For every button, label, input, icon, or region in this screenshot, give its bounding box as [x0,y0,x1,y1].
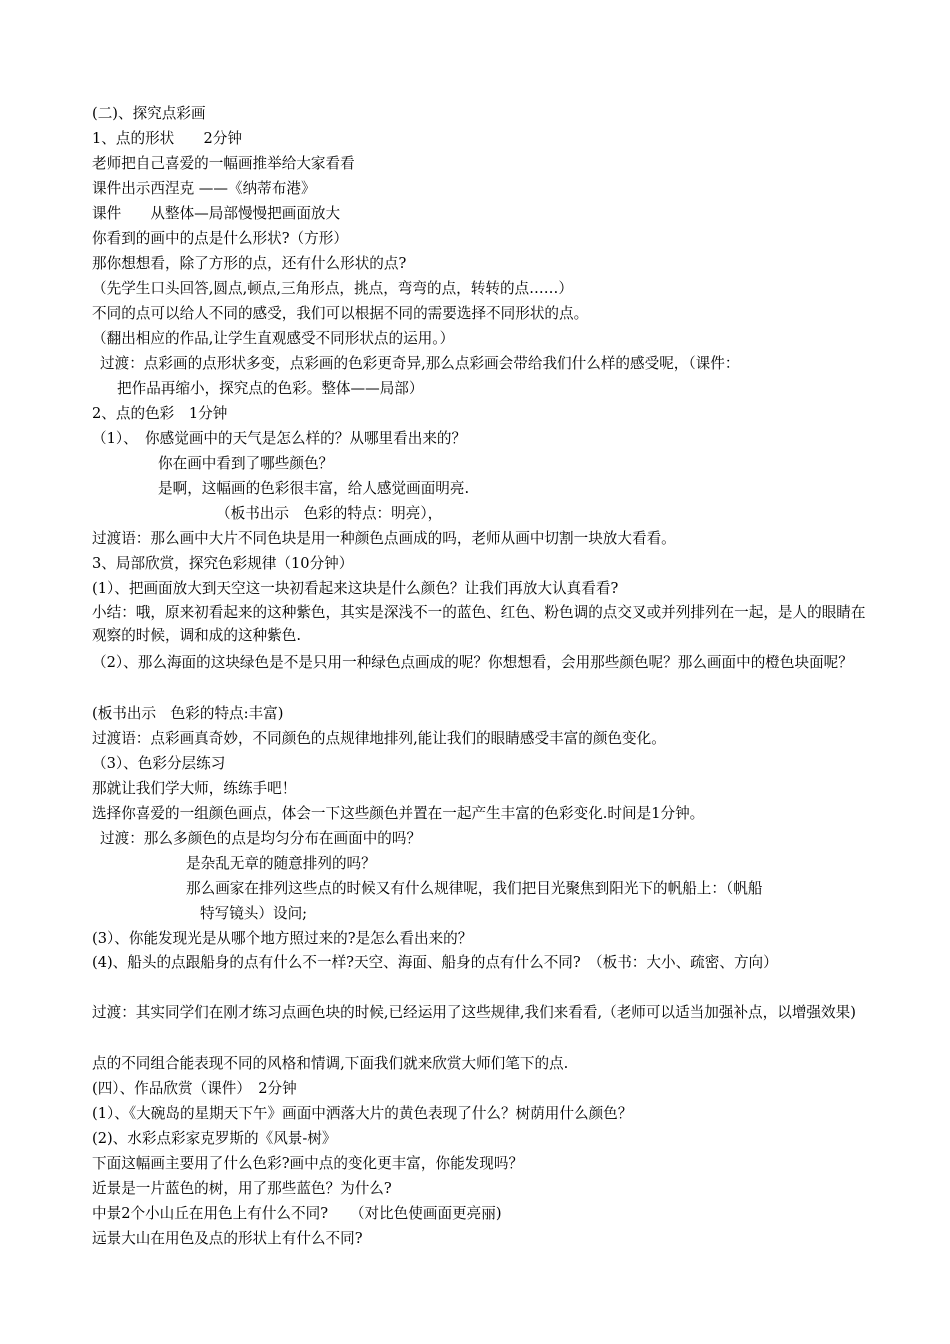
text-line: 老师把自己喜爱的一幅画推举给大家看看 [92,155,355,172]
text-line: 选择你喜爱的一组颜色画点，体会一下这些颜色并置在一起产生丰富的色彩变化.时间是1分钟。 [92,805,705,822]
text-line: 课件出示西涅克 ——《纳蒂布港》 [92,180,316,197]
text-line: 近景是一片蓝色的树，用了那些蓝色？为什么? [92,1180,392,1197]
text-line: 远景大山在用色及点的形状上有什么不同? [92,1230,363,1247]
subsection-heading: 3、局部欣赏，探究色彩规律（10分钟） [92,555,354,572]
text-line: 不同的点可以给人不同的感受，我们可以根据不同的需要选择不同形状的点。 [92,305,589,322]
text-paragraph: (4)、船头的点跟船身的点有什么不一样?天空、海面、船身的点有什么不同? （板书：大小、疏密、方向） [92,954,778,971]
text-paragraph: 小结：哦，原来初看起来的这种紫色，其实是深浅不一的蓝色、红色、粉色调的点交叉或并列排列在一起，是人的眼睛在观察的时候，调和成的这种紫色. [92,604,866,644]
text-line: 那就让我们学大师，练练手吧！ [92,780,297,797]
subsection-heading: 2、点的色彩 1分钟 [92,405,228,422]
text-line: 课件 从整体—局部慢慢把画面放大 [92,205,341,222]
text-line: （1）、 你感觉画中的天气是怎么样的？从哪里看出来的？ [92,430,467,447]
text-line: (1）、把画面放大到天空这一块初看起来这块是什么颜色？让我们再放大认真看看? [92,580,619,597]
text-line: (1）、《大碗岛的星期天下午》画面中洒落大片的黄色表现了什么？树荫用什么颜色？ [92,1105,633,1122]
text-line: （3）、色彩分层练习 [92,755,226,772]
text-line: 你在画中看到了哪些颜色？ [158,455,334,472]
text-line: 过渡语：点彩画真奇妙，不同颜色的点规律地排列,能让我们的眼睛感受丰富的颜色变化。 [92,730,666,747]
text-line: 是啊，这幅画的色彩很丰富，给人感觉画面明亮. [158,480,470,497]
text-line: 那么画家在排列这些点的时候又有什么规律呢，我们把目光聚焦到阳光下的帆船上：（帆船 [186,880,763,897]
text-paragraph: （2）、那么海面的这块绿色是不是只用一种绿色点画成的呢？你想想看，会用那些颜色呢？那么画面中的橙色块面呢？ [92,654,853,671]
text-line: 把作品再缩小，探究点的色彩。整体——局部） [117,380,424,397]
text-line: 特写镜头）设问; [200,905,308,922]
text-line: （板书出示 色彩的特点：明亮）， [216,505,443,522]
text-line: 你看到的画中的点是什么形状?（方形） [92,230,348,247]
text-line: (3）、你能发现光是从哪个地方照过来的?是怎么看出来的？ [92,930,473,947]
text-line: 下面这幅画主要用了什么色彩?画中点的变化更丰富，你能发现吗？ [92,1155,524,1172]
text-paragraph: 过渡：其实同学们在刚才练习点画色块的时候,已经运用了这些规律,我们来看看,（老师可以适当加强补点，以增强效果) [92,1004,856,1021]
text-line: 那你想想看，除了方形的点，还有什么形状的点? [92,255,407,272]
text-line: 过渡：那么多颜色的点是均匀分布在画面中的吗？ [100,830,422,847]
text-line: 过渡语：那么画中大片不同色块是用一种颜色点画成的吗，老师从画中切割一块放大看看。 [92,530,676,547]
text-line: 中景2个小山丘在用色上有什么不同? （对比色使画面更亮丽) [92,1205,502,1222]
section-heading: (二)、探究点彩画 [92,105,206,122]
text-line: （先学生口头回答,圆点,顿点,三角形点，挑点，弯弯的点，转转的点……） [92,280,573,297]
text-line: 点的不同组合能表现不同的风格和情调,下面我们就来欣赏大师们笔下的点. [92,1055,569,1072]
section-heading: (四）、作品欣赏（课件） 2分钟 [92,1080,297,1097]
text-line: 是杂乱无章的随意排列的吗？ [186,855,376,872]
subsection-heading: 1、点的形状 2分钟 [92,130,242,147]
text-line: (2)、水彩点彩家克罗斯的《风景-树》 [92,1130,337,1147]
text-line: 过渡：点彩画的点形状多变，点彩画的色彩更奇异,那么点彩画会带给我们什么样的感受呢，（课件： [100,355,740,372]
text-line: （翻出相应的作品,让学生直观感受不同形状点的运用。） [92,330,455,347]
text-line: (板书出示 色彩的特点:丰富) [92,705,284,722]
